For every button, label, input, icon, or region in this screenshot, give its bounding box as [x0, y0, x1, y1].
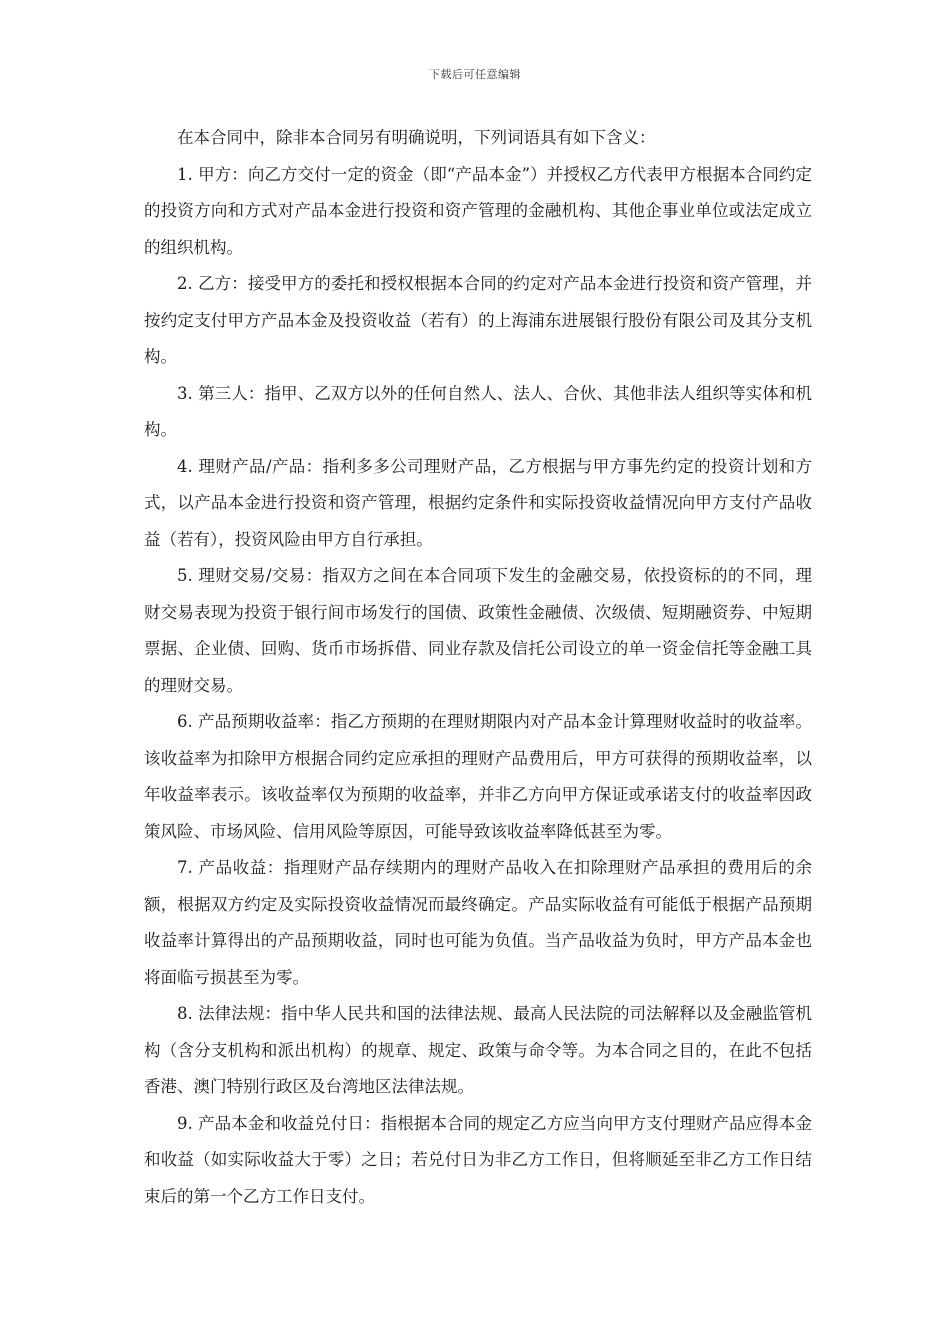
page-header: 下载后可任意编辑: [429, 68, 521, 81]
intro-paragraph: 在本合同中，除非本合同另有明确说明，下列词语具有如下含义：: [177, 128, 656, 147]
definition-payment-date: 9. 产品本金和收益兑付日：指根据本合同的规定乙方应当向甲方支付理财产品应得本金和收益（如实际收益大于零）之日；若兑付日为非乙方工作日，但将顺延至非乙方工作日结束后的第一个乙方工作日支付。: [144, 1113, 812, 1206]
definition-party-a: 1. 甲方：向乙方交付一定的资金（即“产品本金”）并授权乙方代表甲方根据本合同约定的投资方向和方式对产品本金进行投资和资产管理的金融机构、其他企事业单位或法定成立的组织机构。: [144, 164, 812, 257]
definition-wealth-product: 4. 理财产品/产品：指利多多公司理财产品，乙方根据与甲方事先约定的投资计划和方式，以产品本金进行投资和资产管理，根据约定条件和实际投资收益情况向甲方支付产品收益（若有），投资风险由甲方自行承担。: [144, 456, 812, 549]
definition-expected-yield: 6. 产品预期收益率：指乙方预期的在理财期限内对产品本金计算理财收益时的收益率。该收益率为扣除甲方根据合同约定应承担的理财产品费用后，甲方可获得的预期收益率，以年收益率表示。该收益率仅为预期的收益率，并非乙方向甲方保证或承诺支付的收益率因政策风险、市场风险、信用风险等原因，可能导致该收益率降低甚至为零。: [144, 712, 812, 841]
contract-body: [144, 120, 812, 1215]
definition-product-income: 7. 产品收益：指理财产品存续期内的理财产品收入在扣除理财产品承担的费用后的余额，根据双方约定及实际投资收益情况而最终确定。产品实际收益有可能低于根据产品预期收益率计算得出的产品预期收益，同时也可能为负值。当产品收益为负时，甲方产品本金也将面临亏损甚至为零。: [144, 858, 812, 987]
definition-wealth-transaction: 5. 理财交易/交易：指双方之间在本合同项下发生的金融交易，依投资标的的不同，理财交易表现为投资于银行间市场发行的国债、政策性金融债、次级债、短期融资券、中短期票据、企业债、回购、货币市场拆借、同业存款及信托公司设立的单一资金信托等金融工具的理财交易。: [144, 566, 812, 695]
definition-laws-regulations: 8. 法律法规：指中华人民共和国的法律法规、最高人民法院的司法解释以及金融监管机构（含分支机构和派出机构）的规章、规定、政策与命令等。为本合同之目的，在此不包括香港、澳门特别行政区及台湾地区法律法规。: [144, 1004, 812, 1096]
definition-party-b: 2. 乙方：接受甲方的委托和授权根据本合同的约定对产品本金进行投资和资产管理，并按约定支付甲方产品本金及投资收益（若有）的上海浦东进展银行股份有限公司及其分支机构。: [144, 274, 812, 366]
definition-third-party: 3. 第三人：指甲、乙双方以外的任何自然人、法人、合伙、其他非法人组织等实体和机构。: [144, 383, 812, 439]
